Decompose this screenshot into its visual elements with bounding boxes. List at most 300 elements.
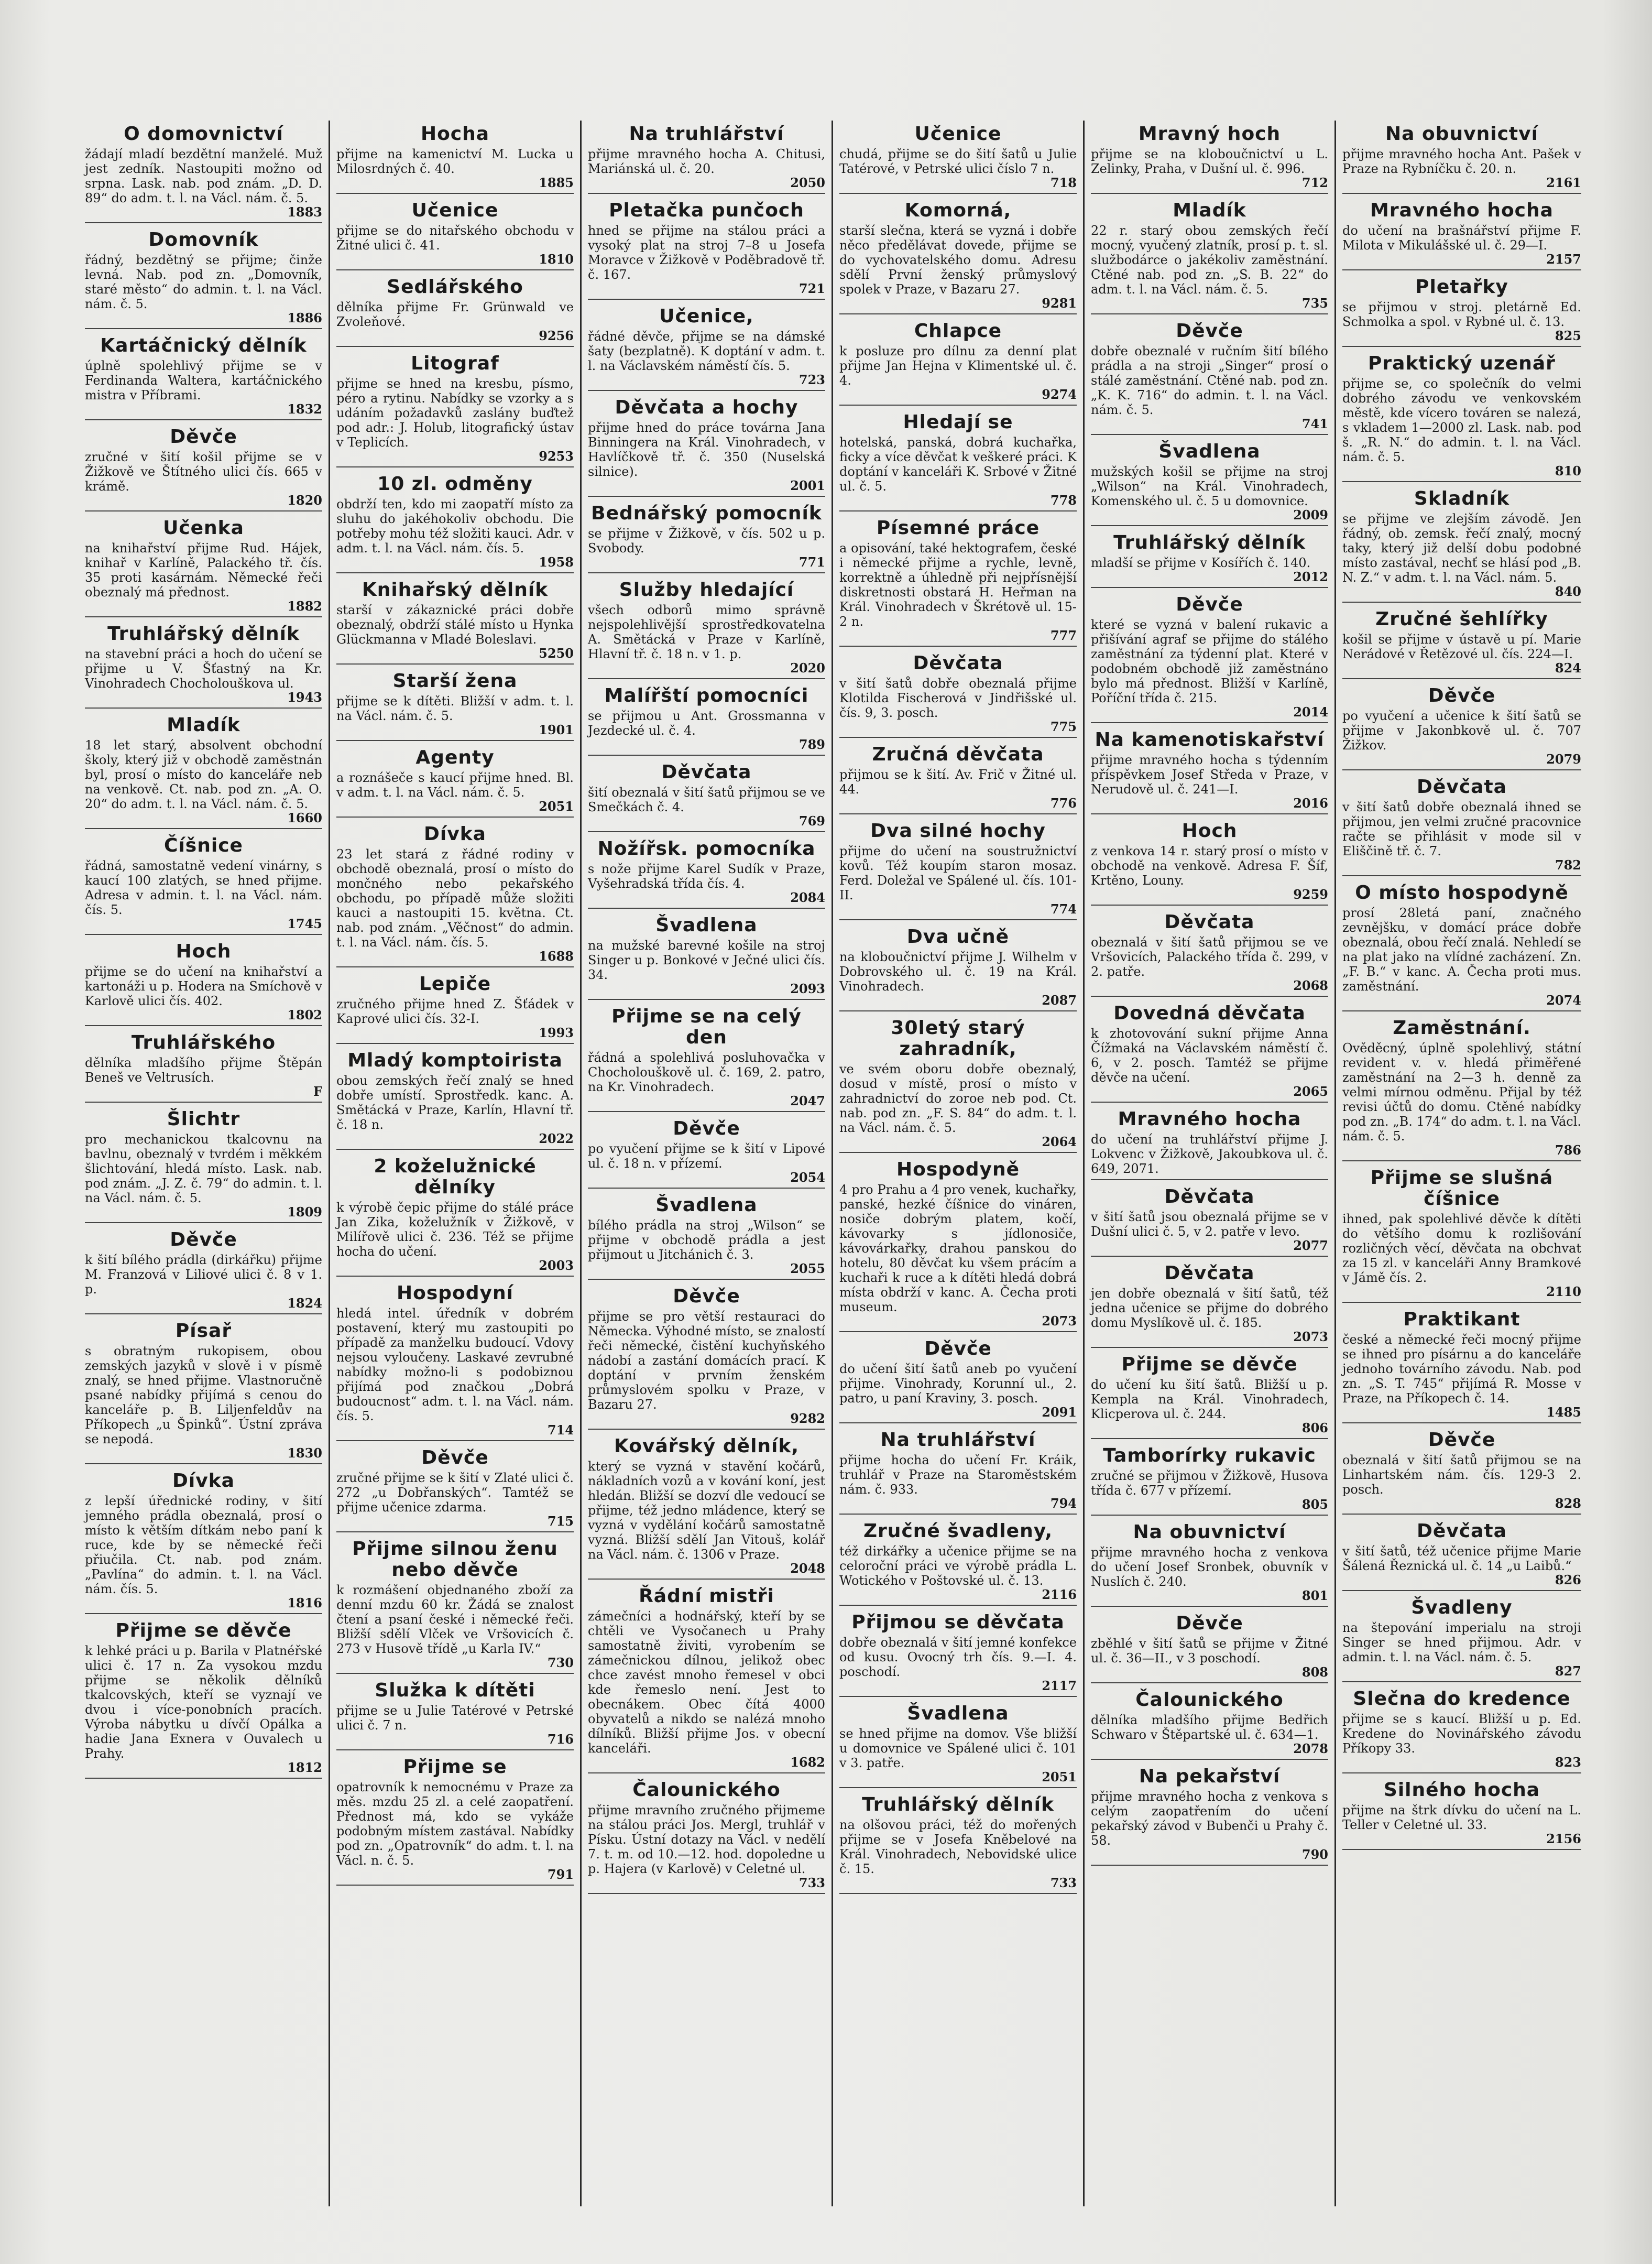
classified-ad: [588, 397, 825, 497]
ad-body: přijme se do nitařského obchodu v Žitné ulici č. 41.: [336, 223, 574, 253]
ad-number: 1993: [539, 1025, 574, 1040]
classified-ad: [1091, 1263, 1328, 1348]
classified-ad: [336, 200, 574, 270]
ad-title: Děvče: [673, 1118, 740, 1139]
classified-ad: [1342, 1597, 1581, 1682]
ad-number: 825: [1555, 328, 1581, 343]
classified-ad: [1091, 1354, 1328, 1439]
ad-title: Na pekařství: [1139, 1766, 1281, 1787]
ad-number: 1810: [539, 252, 574, 267]
ad-body: 22 r. starý obou zemských řečí mocný, vyučený zlatník, prosí p. t. sl. službodárce o jakékoliv zaměstnání. Ctěné nab. pod zn. „S. B. 22“ do adm. t. l. na Václ. nám. č. 5.: [1091, 223, 1328, 297]
ad-title: Mravného hocha: [1118, 1108, 1301, 1130]
column-3: [582, 121, 833, 2206]
ad-title: Čalounického: [632, 1779, 781, 1801]
ad-title: 2 koželužnické dělníky: [374, 1156, 537, 1198]
ad-number: 2156: [1546, 1831, 1581, 1846]
ad-body: přijme do učení na soustružnictví kovů. Též koupím staron mosaz. Ferd. Doležal ve Spálené ul. čís. 101-II.: [839, 844, 1077, 902]
ad-body: po vyučení a učenice k šití šatů se přijme v Jakonbkově ul. č. 707 Žižkov.: [1342, 709, 1581, 753]
ad-body: prosí 28letá paní, značného zevnějšku, v domácí práce dobře obeznalá, obou řečí znalá. Nehledí se na plat jako na vlídné zacházení. Zn. „F. B.“ v kanc. A. Čecha proti mus. zaměstnání.: [1342, 906, 1581, 994]
ad-number: 721: [798, 281, 825, 296]
ad-body: k zhotovování sukní přijme Anna Čížmaká na Václavském náměstí č. 6, v 2. posch. Tamtéž se přijme děvče na učení.: [1091, 1026, 1328, 1085]
ad-number: 2012: [1293, 569, 1328, 584]
ad-number: 1901: [539, 722, 574, 737]
column-2: [330, 121, 582, 2206]
ad-body: k šití bílého prádla (dirkářku) přijme M. Franzová v Liliové ulici č. 8 v 1. p.: [85, 1253, 322, 1297]
classified-ad: [588, 1586, 825, 1773]
ad-number: 2064: [1042, 1134, 1077, 1149]
ad-number: 826: [1555, 1572, 1581, 1587]
ad-number: 782: [1555, 857, 1581, 873]
ad-body: řádná, samostatně vedení vinárny, s kaucí 100 zlatých, se hned přijme. Adresa v admin. t. l. na Václ. nám. čís. 5.: [85, 858, 322, 917]
classified-ad: [1091, 124, 1328, 194]
ad-body: v šití šatů jsou obeznalá přijme se v Dušní ulici č. 5, v 2. patře v levo.: [1091, 1210, 1328, 1239]
ad-title: Učenice: [411, 200, 499, 221]
ad-body: řádný, bezdětný se přijme; činže levná. Nab. pod zn. „Domovník, staré město“ do admin. t. l. na Václ. nám. č. 5.: [85, 253, 322, 311]
ad-number: 2091: [1042, 1405, 1077, 1420]
classified-ad: [588, 1006, 825, 1112]
ad-number: 730: [547, 1655, 574, 1670]
classified-ad: [1342, 1689, 1581, 1773]
ad-number: 828: [1555, 1496, 1581, 1511]
classified-ad: [588, 580, 825, 679]
ad-body: přijme mravného hocha Ant. Pašek v Praze na Rybníčku č. 20. n.: [1342, 147, 1581, 176]
ad-number: 2157: [1546, 252, 1581, 267]
ad-title: Praktikant: [1403, 1309, 1520, 1330]
ad-title: Tamborírky rukavic: [1103, 1445, 1316, 1466]
ad-number: 810: [1555, 463, 1581, 478]
ad-title: Pletařky: [1415, 276, 1508, 298]
ad-body: na stavební práci a hoch do učení se přijme u V. Šťastný na Kr. Vinohradech Chocholouškova ul.: [85, 647, 322, 691]
ad-number: 2110: [1546, 1284, 1581, 1299]
classified-ad: [588, 1118, 825, 1189]
ad-body: se přijme ve zlejším závodě. Jen řádný, ob. zemsk. řečí znalý, mocný taky, který již delší dobu podobné místo zastával, nechť se hlásí pod „B. N. Z.“ v adm. t. l. na Václ. nám. 5.: [1342, 511, 1581, 585]
classified-ad: [85, 518, 322, 617]
classified-ad: [839, 1703, 1077, 1788]
ad-number: 9274: [1042, 387, 1077, 402]
ad-title: Děvčata: [1164, 1186, 1255, 1207]
classified-ad: [1091, 730, 1328, 814]
ad-title: Mladík: [1173, 200, 1246, 221]
ad-body: přijme hocha do učení Fr. Kráik, truhlář v Praze na Staroměstském nám. č. 933.: [839, 1453, 1077, 1497]
ad-body: zámečníci a hodnářský, kteří by se chtěli ve Vysočanech u Prahy samostatně živiti, vyrobením se zámečnickou dílnou, jelikož obec chce zavést mnoho řemesel v obci kde řemeslo není. Jest to obecnákem. Obec čítá 4000 obyvatelů a nikdo se nalézá mnoho dílníků. Bližší přijme Jos. v obecní kanceláři.: [588, 1609, 825, 1756]
ad-number: 778: [1050, 493, 1077, 508]
classified-ad: [1342, 883, 1581, 1011]
ad-body: k výrobě čepic přijme do stálé práce Jan Zika, koželužník v Žižkově, v Milířově ulici č. 236. Též se přijme hocha do učení.: [336, 1200, 574, 1259]
classified-ad: [85, 941, 322, 1026]
ad-title: Služka k dítěti: [375, 1680, 535, 1701]
classified-ad: [1091, 441, 1328, 526]
classified-ad: [1091, 1766, 1328, 1866]
classified-ad: [85, 230, 322, 329]
ad-number: 1885: [539, 175, 574, 190]
ad-number: 776: [1050, 796, 1077, 811]
ad-body: přijme na štrk dívku do učení na L. Teller v Celetné ul. 33.: [1342, 1803, 1581, 1832]
ad-number: 2068: [1293, 978, 1328, 993]
column-6: [1336, 121, 1588, 2206]
classified-ad: [1091, 1522, 1328, 1607]
ad-body: dělníka mladšího přijme Bedřich Schwaro v Štěpartské ul. č. 634—1.: [1091, 1713, 1328, 1742]
classified-ad: [336, 1283, 574, 1441]
ad-number: 1958: [539, 554, 574, 570]
classified-ad: [1091, 821, 1328, 906]
ad-title: Truhlářského: [131, 1032, 276, 1053]
ad-number: 1886: [287, 310, 322, 325]
ad-body: obeznalá v šití šatů přijmou se na Linhartském nám. čís. 129-3 2. posch.: [1342, 1453, 1581, 1497]
ad-body: starší slečna, která se vyzná i dobře něco předělávat dovede, přijme se do vychovatelského domu. Adresu sdělí První ženský průmyslový spolek v Praze, v Bazaru 27.: [839, 223, 1077, 297]
ad-number: 1802: [287, 1007, 322, 1022]
ad-number: 2050: [790, 175, 825, 190]
ad-body: též dirkářky a učenice přijme se na celoroční práci ve výrobě prádla L. Wotického v Poštovské ul. č. 13.: [839, 1544, 1077, 1588]
classified-ad: [85, 1620, 322, 1779]
ad-title: Na truhlářství: [629, 123, 784, 145]
ad-body: který se vyzná v stavění kočárů, nákladních vozů a v kování koní, jest hledán. Bližší se dozví dle vedoucí se přijme, též jedno mládence, který se vyzná v vydělání kočárů samostatně vyzná. Bližší sdělí Jan Vitouš, kolář na Václ. nám. č. 1306 v Praze.: [588, 1459, 825, 1562]
ad-body: na knihařství přijme Rud. Hájek, knihař v Karlíně, Palackého tř. čís. 35 proti kasárnám. Německé řeči obeznalý má přednost.: [85, 541, 322, 600]
ad-body: v šití šatů dobře obeznalá ihned se přijmou, jen velmi zručné pracovnice račte se přihlásit v mode sil v Eliščině tř. č. 7.: [1342, 800, 1581, 858]
classified-ad: [336, 1539, 574, 1674]
ad-title: Hocha: [420, 123, 490, 145]
ad-title: Zručné šehlířky: [1375, 608, 1548, 630]
ad-title: Mravného hocha: [1370, 200, 1553, 221]
ad-title: Švadlena: [655, 915, 758, 936]
ad-body: se přijmou u Ant. Grossmanna v Jezdecké ul. č. 4.: [588, 709, 825, 738]
ad-title: Děvče: [1176, 1613, 1243, 1634]
ad-title: Truhlářský dělník: [862, 1794, 1054, 1815]
ad-number: 823: [1555, 1755, 1581, 1770]
ad-body: do učení ku šití šatů. Bližší u p. Kempla na Král. Vinohradech, Klicperova ul. č. 244.: [1091, 1377, 1328, 1421]
ad-title: Děvčata: [1164, 911, 1255, 933]
ad-title: Dívka: [424, 823, 486, 845]
ad-number: 794: [1050, 1496, 1077, 1511]
ad-title: Malířští pomocníci: [604, 685, 809, 706]
classified-ad: [839, 321, 1077, 406]
ad-number: 2048: [790, 1561, 825, 1576]
classified-ad: [1091, 321, 1328, 435]
classified-ad: [1342, 777, 1581, 876]
ad-body: přijme mravního zručného přijmeme na stálou práci Jos. Mergl, truhlář v Písku. Ústní dotazy na Václ. v nedělí 7. t. m. od 10.—12. hod. dopoledne u p. Hajera (v Karlově) v Celetné ul.: [588, 1803, 825, 1876]
classified-ad: [85, 427, 322, 511]
ad-number: 2054: [790, 1170, 825, 1185]
ad-number: 1485: [1546, 1405, 1581, 1420]
ad-body: na mužské barevné košile na stroj Singer u p. Bonkové v Ječné ulici čís. 34.: [588, 938, 825, 982]
ad-number: 715: [547, 1514, 574, 1529]
ad-number: 2016: [1293, 796, 1328, 811]
ad-body: se přijme v Žižkově, v čís. 502 u p. Svobody.: [588, 526, 825, 556]
ad-body: dobře obeznalá v šití jemné konfekce od kusu. Ovocný trh čís. 9.—I. 4. poschodí.: [839, 1635, 1077, 1679]
ad-body: do učení šití šatů aneb po vyučení přijme. Vinohrady, Korunní ul., 2. patro, u paní Kraviny, 3. posch.: [839, 1362, 1077, 1406]
column-4: [833, 121, 1085, 2206]
ad-title: Číšnice: [164, 835, 243, 856]
ad-number: 2065: [1293, 1084, 1328, 1099]
ad-number: 2003: [539, 1258, 574, 1273]
ad-title: Komorná,: [904, 200, 1012, 221]
ad-body: všech odborů mimo správně nejspolehlivější sprostředkovatelna A. Smětácká v Praze v Karlíně, Hlavní tř. č. 18 n. v 1. p.: [588, 603, 825, 661]
classified-ad: [588, 1286, 825, 1430]
classified-ad: [588, 762, 825, 832]
ad-title: Litograf: [411, 353, 499, 374]
classified-ad: [336, 1050, 574, 1150]
ad-number: 733: [798, 1875, 825, 1890]
classified-ad: [588, 1780, 825, 1894]
classified-ad: [1342, 277, 1581, 347]
ad-number: 2055: [790, 1261, 825, 1276]
ad-number: 2084: [790, 890, 825, 905]
ad-number: 5250: [539, 646, 574, 661]
ad-title: Děvče: [1428, 685, 1496, 706]
ad-title: Domovník: [148, 229, 259, 251]
ad-title: Děvčata: [1417, 1520, 1507, 1542]
ad-number: 791: [547, 1867, 574, 1882]
classified-ad: [588, 306, 825, 391]
ad-body: přijme mravného hocha z venkova do učení Josef Sronbek, obuvník v Nuslích č. 240.: [1091, 1545, 1328, 1589]
ad-title: Švadlena: [655, 1194, 758, 1216]
classified-ad: [1342, 1780, 1581, 1850]
classified-ad: [336, 474, 574, 573]
ad-number: 1832: [287, 401, 322, 417]
classified-ad: [1091, 1613, 1328, 1683]
classified-ad: [588, 1436, 825, 1580]
classified-ad: [1091, 912, 1328, 997]
ad-body: dobře obeznalé v ručním šití bílého prádla a na stroji „Singer“ prosí o stálé zaměstnání. Ctěné nab. pod zn. „K. K. 716“ do admin. t. l. na Václ. nám. č. 5.: [1091, 344, 1328, 417]
classified-ad: [588, 685, 825, 756]
ad-body: které se vyzná v balení rukavic a přišívání agraf se přijme do stálého zaměstnání za týdenní plat. Které v podobném obchodě již zaměstnáno bylo má přednost. Bližší v Karlíně, Poříční třída č. 215.: [1091, 617, 1328, 705]
ad-body: české a německé řeči mocný přijme se ihned pro písárnu a do kanceláře jednoho továrního závodu. Nab. pod zn. „S. T. 745“ přijímá R. Mosse v Praze, na Příkopech č. 14.: [1342, 1332, 1581, 1406]
classified-ad: [336, 747, 574, 818]
ad-title: Děvče: [421, 1447, 489, 1468]
ad-title: Přijme se na celý den: [611, 1006, 802, 1048]
ad-title: 10 zl. odměny: [377, 473, 533, 495]
ad-title: Děvče: [673, 1286, 740, 1307]
classified-ad: [839, 1794, 1077, 1894]
ad-number: 2022: [539, 1131, 574, 1146]
ad-title: Chlapce: [914, 320, 1002, 342]
ad-body: bílého prádla na stroj „Wilson“ se přijme v obchodě prádla a jest přijmout u Jitchánich č. 3.: [588, 1218, 825, 1262]
classified-ad: [588, 503, 825, 573]
classified-ad: [336, 1156, 574, 1277]
ad-body: jen dobře obeznalá v šití šatů, též jedna učenice se přijme do dobrého domu Myslíkově ul. č. 185.: [1091, 1286, 1328, 1330]
ad-title: Děvčata: [1417, 776, 1507, 798]
ad-body: obdrží ten, kdo mi zaopatří místo za sluhu do jakéhokoliv obchodu. Die potřeby mohu též složiti kauci. Adr. v adm. t. l. na Václ. nám. čís. 5.: [336, 497, 574, 556]
classified-ad: [336, 824, 574, 967]
ad-body: chudá, přijme se do šití šatů u Julie Tatérové, v Petrské ulici číslo 7 n.: [839, 147, 1077, 176]
ad-title: Mladík: [167, 714, 240, 736]
ad-body: přijme se hned na kresbu, písmo, péro a rytinu. Nabídky se vzorky a s udáním požadavků zaslány buďtež pod adr.: J. Holub, litografický ústav v Teplicích.: [336, 376, 574, 450]
ad-body: pro mechanickou tkalcovnu na bavlnu, obeznalý v tvrdém i měkkém šlichtování, hledá místo. Lask. nab. pod znám. „J. Z. č. 79“ do admin. t. l. na Václ. nám. č. 5.: [85, 1132, 322, 1205]
classified-ad: [839, 1159, 1077, 1332]
classified-ad: [1342, 200, 1581, 270]
ad-number: 716: [547, 1732, 574, 1747]
ad-title: Písemné práce: [876, 517, 1040, 539]
ad-number: 1682: [790, 1755, 825, 1770]
classified-columns: [79, 121, 1588, 2206]
classified-ad: [839, 1521, 1077, 1606]
ad-title: Hoch: [1181, 820, 1238, 842]
classified-ad: [588, 200, 825, 300]
ad-body: zběhlé v šití šatů se přijme v Žitné ul. č. 36—II., v 3 poschodí.: [1091, 1636, 1328, 1666]
ad-title: Bednářský pomocník: [591, 503, 822, 524]
classified-ad: [85, 1321, 322, 1464]
ad-body: v šití šatů, též učenice přijme Marie Šálená Řeznická ul. č. 14 „u Laibů.“: [1342, 1544, 1581, 1573]
ad-body: přijme se do učení na knihařství a kartonáži u p. Hodera na Smíchově v Karlově ulici čís. 402.: [85, 964, 322, 1008]
ad-body: 4 pro Prahu a 4 pro venek, kuchařky, panské, hezké číšnice do vináren, nosiče dobrým platem, kočí, kávovarky s jídlonosiče, kávovárkařky, drahou panskou do hotelu, 80 děvčat ku všem prácím a kuchaři k ruce a k dítěti hledá dobrá místa obdrží v kanc. A. Čecha proti museum.: [839, 1182, 1077, 1314]
classified-ad: [839, 1338, 1077, 1423]
classified-ad: [1091, 1109, 1328, 1180]
classified-ad: [1091, 200, 1328, 314]
ad-body: se hned přijme na domov. Vše bližší u domovnice ve Spálené ulici č. 101 v 3. patře.: [839, 1726, 1077, 1770]
ad-number: 2087: [1042, 993, 1077, 1008]
classified-ad: [1091, 1445, 1328, 1516]
ad-title: Pletačka punčoch: [609, 200, 804, 221]
classified-ad: [588, 915, 825, 1000]
ad-title: Děvče: [170, 1229, 237, 1250]
ad-number: 808: [1301, 1664, 1328, 1680]
ad-number: 2074: [1546, 993, 1581, 1008]
ad-number: 9253: [539, 449, 574, 464]
ad-number: 2117: [1042, 1678, 1077, 1693]
ad-number: F: [313, 1084, 322, 1099]
ad-title: Hospodyní: [397, 1282, 513, 1304]
ad-number: 2001: [790, 478, 825, 493]
classified-ad: [85, 624, 322, 709]
ad-body: hledá intel. úředník v dobrém postavení, který mu zastoupiti po případě za manželku budoucí. Vdovy nejsou vyloučeny. Laskavé zevrubné nabídky možno-li s podobiznou přijímá pod značkou „Dobrá budoucnost“ adm. t. l. na Václ. nám. čís. 5.: [336, 1306, 574, 1423]
ad-body: 18 let starý, absolvent obchodní školy, který již v obchodě zaměstnán byl, prosí o místo do kanceláře neb na venkově. Ct. nab. pod zn. „A. O. 20“ do adm. t. l. na Václ. nám. č. 5.: [85, 738, 322, 811]
classified-ad: [336, 124, 574, 194]
classified-ad: [1342, 353, 1581, 482]
ad-body: žádají mladí bezdětní manželé. Muž jest zedník. Nastoupiti možno od srpna. Lask. nab. pod znám. „D. D. 89“ do adm. t. l. na Václ. nám. č. 5.: [85, 147, 322, 205]
ad-title: Zručné švadleny,: [863, 1520, 1053, 1542]
ad-title: Praktický uzenář: [1368, 353, 1556, 374]
ad-number: 806: [1301, 1420, 1328, 1435]
ad-number: 718: [1050, 175, 1077, 190]
ad-number: 1809: [287, 1204, 322, 1220]
ad-number: 1660: [287, 810, 322, 825]
ad-body: řádná a spolehlivá posluhovačka v Chocholouškově ul. č. 169, 2. patro, na Kr. Vinohradech.: [588, 1050, 825, 1094]
ad-number: 2116: [1042, 1587, 1077, 1602]
ad-body: ihned, pak spolehlivé děvče k dítěti do většího domu k rozlišování rozličných věcí, děvčata na obchvat za 15 zl. v kanceláři Anny Bramkové v Jámě čís. 2.: [1342, 1212, 1581, 1285]
classified-ad: [839, 821, 1077, 920]
ad-body: z venkova 14 r. starý prosí o místo v obchodě na venkově. Adresa F. Šíf, Krtěno, Louny.: [1091, 844, 1328, 888]
ad-body: obeznalá v šití šatů přijmou se ve Vršovicích, Palackého třída č. 299, v 2. patře.: [1091, 935, 1328, 979]
classified-ad: [85, 1229, 322, 1314]
ad-body: z lepší úřednické rodiny, v šití jemného prádla obeznalá, prosí o místo k větším dítkám nebo paní k ruce, kde by se německé řeči přiučila. Ct. nab. pod znám. „Pavlína“ do admin. t. l. na Václ. nám. čís. 5.: [85, 1494, 322, 1596]
ad-body: mužských košil se přijme na stroj „Wilson“ na Král. Vinohradech, Komenského ul. č. 5 u domovnice.: [1091, 464, 1328, 508]
ad-title: Dívka: [172, 1470, 235, 1492]
ad-number: 9256: [539, 328, 574, 343]
column-1: [79, 121, 330, 2206]
classified-ad: [1342, 1309, 1581, 1423]
ad-title: Na truhlářství: [880, 1429, 1036, 1451]
ad-number: 1745: [287, 916, 322, 931]
ad-title: Starší žena: [392, 670, 518, 692]
classified-ad: [588, 839, 825, 909]
classified-ad: [1342, 488, 1581, 603]
ad-body: přijme se pro větší restauraci do Německa. Výhodné místo, se znalostí řeči německé, čistění kuchyňského nádobí a zastání domácích prací. K doptání v prvním ženském průmyslovém spolku v Praze, v Bazaru 27.: [588, 1309, 825, 1412]
ad-number: 840: [1555, 584, 1581, 599]
ad-title: 30letý starý zahradník,: [891, 1017, 1025, 1060]
ad-number: 2093: [790, 981, 825, 996]
classified-ad: [839, 653, 1077, 738]
ad-body: zručné v šití košil přijme se v Žižkově ve Štítného ulici čís. 665 v krámě.: [85, 450, 322, 494]
ad-body: zručného přijme hned Z. Šťádek v Kaprové ulici čís. 32-I.: [336, 997, 574, 1026]
ad-title: Truhlářský dělník: [107, 623, 300, 645]
ad-number: 1816: [287, 1595, 322, 1610]
ad-title: Děvče: [924, 1338, 992, 1359]
ad-number: 777: [1050, 628, 1077, 643]
ad-title: O místo hospodyně: [1355, 882, 1569, 904]
ad-body: po vyučení přijme se k šití v Lipové ul. č. 18 n. v přízemí.: [588, 1141, 825, 1171]
ad-title: Na kamenotiskařství: [1095, 729, 1325, 750]
ad-body: ve svém oboru dobře obeznalý, dosud v místě, prosí o místo v zahradnictví do zoroe neb pod. Ct. nab. pod zn. „F. S. 84“ do adm. t. l. na Václ. nám. č. 5.: [839, 1062, 1077, 1135]
ad-title: Slečna do kredence: [1353, 1688, 1571, 1710]
ad-body: do učení na brašnářství přijme F. Milota v Mikulášské ul. č. 29—I.: [1342, 223, 1581, 253]
ad-number: 2077: [1293, 1238, 1328, 1253]
ad-number: 9281: [1042, 296, 1077, 311]
ad-title: Děvčata: [913, 652, 1003, 674]
ad-number: 805: [1301, 1497, 1328, 1512]
ad-title: Kartáčnický dělník: [100, 335, 307, 356]
classified-ad: [85, 1032, 322, 1103]
ad-number: 786: [1555, 1142, 1581, 1158]
ad-number: 2079: [1546, 752, 1581, 767]
ad-title: Hledají se: [903, 411, 1013, 433]
column-5: [1085, 121, 1336, 2206]
classified-ad: [1091, 1690, 1328, 1760]
ad-title: Agenty: [415, 747, 495, 768]
ad-number: 9282: [790, 1411, 825, 1426]
ad-title: Přijme se děvče: [115, 1620, 292, 1641]
ad-number: 2073: [1293, 1329, 1328, 1344]
ad-title: Zručná děvčata: [872, 744, 1044, 765]
ad-body: na kloboučnictví přijme J. Wilhelm v Dobrovského ul. č. 19 na Král. Vinohradech.: [839, 950, 1077, 994]
ad-title: Sedlářského: [387, 276, 523, 298]
ad-body: s obratným rukopisem, obou zemských jazyků v slově i v písmě znalý, se hned přijme. Vlastnoručně psané nabídky přijímá s cenou do kanceláře p. B. Liljenfeldův na Příkopech „u Špinků“. Ústní zpráva se nepodá.: [85, 1344, 322, 1446]
classified-ad: [336, 1757, 574, 1886]
ad-title: Na obuvnictví: [1385, 123, 1538, 145]
ad-number: 790: [1301, 1847, 1328, 1862]
ad-number: 775: [1050, 719, 1077, 734]
ad-body: přijme na kamenictví M. Lucka u Milosrdných č. 40.: [336, 147, 574, 176]
ad-title: Služby hledající: [619, 579, 794, 601]
ad-title: Děvče: [1428, 1429, 1496, 1451]
ad-body: Ověděcný, úplně spolehlivý, státní revident v. v. hledá přiměřené zaměstnání na 2—3 h. denně za velmi mírnou odměnu. Přijal by též revisi účtů do domu. Ctěné nabídky pod zn. „B. 174“ do adm. t. l. na Václ. nám. č. 5.: [1342, 1041, 1581, 1144]
ad-number: 1883: [287, 204, 322, 220]
ad-number: 1943: [287, 690, 322, 705]
classified-ad: [839, 927, 1077, 1011]
ad-number: 735: [1301, 296, 1328, 311]
ad-title: Dva silné hochy: [870, 820, 1046, 842]
ad-number: 712: [1301, 175, 1328, 190]
ad-body: hotelská, panská, dobrá kuchařka, ficky a více děvčat k veškeré práci. K doptání v kanceláři K. Srbové v Žitné ul. č. 5.: [839, 435, 1077, 494]
ad-title: Hoch: [176, 941, 232, 962]
ad-title: Přijme se slušná číšnice: [1370, 1167, 1553, 1210]
ad-body: s nože přijme Karel Sudík v Praze, Vyšehradská třída čís. 4.: [588, 862, 825, 891]
classified-ad: [85, 124, 322, 223]
ad-body: a roznášeče s kaucí přijme hned. Bl. v adm. t. l. na Václ. nám. č. 5.: [336, 770, 574, 800]
classified-ad: [588, 1195, 825, 1280]
classified-ad: [336, 671, 574, 741]
ad-body: přijme se s kaucí. Bližší u p. Ed. Kredene do Novinářského závodu Příkopy 33.: [1342, 1712, 1581, 1756]
ad-body: zručné přijme se k šití v Zlaté ulici č. 272 „u Dobřanských“. Tamtéž se přijme učenice zdarma.: [336, 1471, 574, 1515]
ad-body: do učení na truhlářství přijme J. Lokvenc v Žižkově, Jakoubkova ul. č. 649, 2071.: [1091, 1132, 1328, 1176]
ad-number: 1824: [287, 1296, 322, 1311]
ad-number: 741: [1301, 416, 1328, 431]
ad-number: 2078: [1293, 1741, 1328, 1756]
ad-title: Hospodyně: [896, 1159, 1020, 1180]
classified-ad: [336, 353, 574, 467]
ad-body: 23 let stará z řádné rodiny v obchodě obeznalá, prosí o místo do mončného nebo pekařského obchodu, po případě může složiti kauci a nastoupiti 15. května. Ct. nab. pod znám. „Věčnost“ do admin. t. l. na Václ. nám. čís. 5.: [336, 847, 574, 950]
classified-ad: [336, 1447, 574, 1532]
ad-title: Děvčata: [1164, 1262, 1255, 1284]
classified-ad: [1342, 1430, 1581, 1515]
